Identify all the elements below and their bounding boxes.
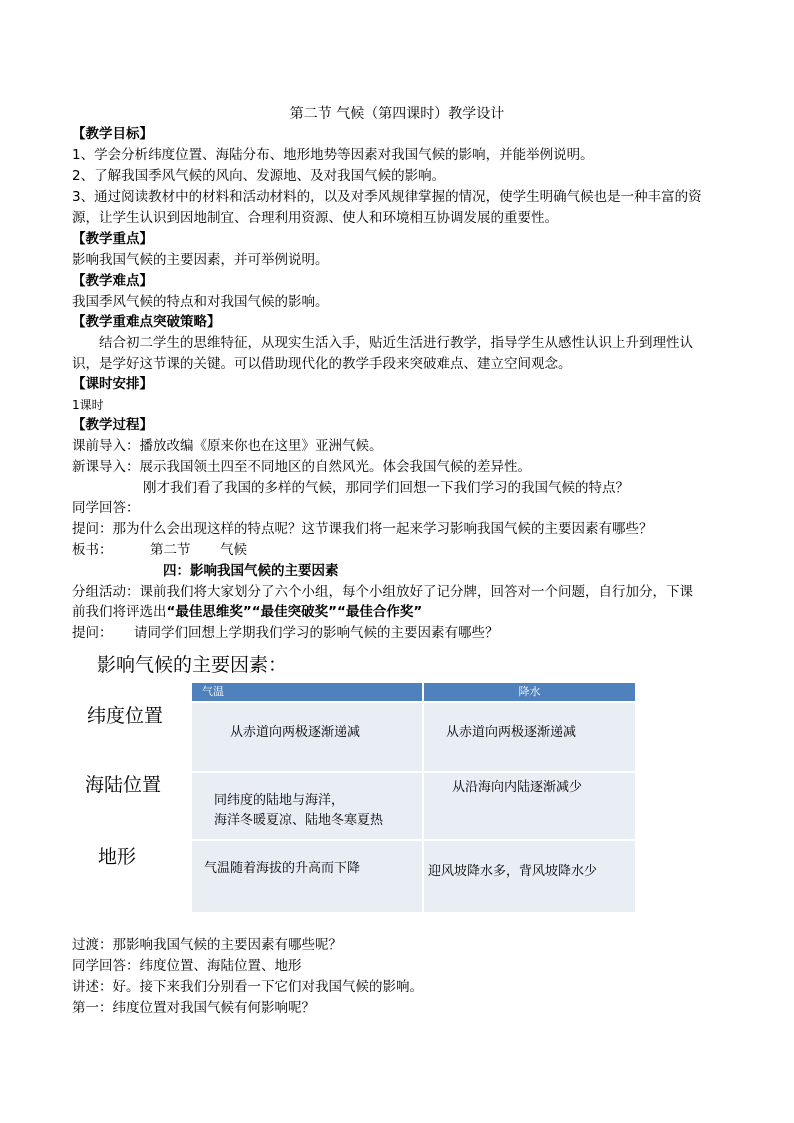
heading-schedule: 【课时安排】 [72,376,153,392]
factor-table [82,683,635,912]
schedule-text: 1课时 [72,398,104,412]
goal-item-1: 1、学会分析纬度位置、海陆分布、地形地势等因素对我国气候的影响，并能举例说明。 [72,147,594,163]
strategy-line-1: 结合初二学生的思维特征，从现实生活入手，贴近生活进行教学，指导学生从感性认识上升到理性认 [99,335,693,351]
award-names: “最佳思维奖”“最佳突破奖”“最佳合作奖” [166,604,423,620]
cell-terrain-precipitation: 迎风坡降水多，背风坡降水少 [424,841,635,912]
process-group-activity-2 [72,602,422,622]
land-sea-temperature-line-2: 海洋冬暖夏凉、陆地冬寒夏热 [214,813,384,828]
row-label-land-sea: 海陆位置 [85,774,162,796]
document-title: 第二节 气候（第四课时）教学设计 [289,106,505,122]
process-new-lesson: 新课导入：展示我国领土四至不同地区的自然风光。体会我国气候的差异性。 [72,459,531,475]
group-activity-prefix: 前我们将评选出 [72,604,167,620]
heading-key-points: 【教学重点】 [72,231,153,247]
row-label-latitude: 纬度位置 [87,705,164,727]
process-student-answer: 同学回答： [72,500,140,516]
cell-land-sea-temperature [192,773,422,839]
process-board-section: 第二节 [150,542,191,558]
cell-latitude-temperature: 从赤道向两极逐渐递减 [192,703,422,771]
heading-process: 【教学过程】 [72,417,153,433]
strategy-line-2: 识，是学好这节课的关键。可以借助现代化的教学手段来突破难点、建立空间观念。 [72,356,572,372]
key-points-text: 影响我国气候的主要因素，并可举例说明。 [72,252,329,268]
process-question: 刚才我们看了我国的多样的气候，那同学们回想一下我们学习的我国气候的特点？ [143,480,629,496]
student-answer-factors: 同学回答：纬度位置、海陆位置、地形 [72,958,302,974]
process-intro: 课前导入：播放改编《原来你也在这里》亚洲气候。 [72,438,383,454]
goal-item-2: 2、了解我国季风气候的风向、发源地、及对我国气候的影响。 [72,168,446,184]
goal-item-3-line-2: 源，让学生认识到因地制宜、合理利用资源、使人和环境相互协调发展的重要性。 [72,210,558,226]
process-ask-text: 请同学们回想上学期我们学习的影响气候的主要因素有哪些？ [134,625,499,641]
header-precipitation: 降水 [424,683,635,701]
narration-text: 讲述：好。接下来我们分别看一下它们对我国气候的影响。 [72,979,423,995]
first-point-question: 第一：纬度位置对我国气候有何影响呢？ [72,1000,315,1016]
cell-terrain-temperature: 气温随着海拔的升高而下降 [192,841,422,912]
header-temperature: 气温 [192,683,422,701]
process-group-activity-1: 分组活动：课前我们将大家划分了六个小组，每个小组放好了记分牌，回答对一个问题，自行加分，下课 [72,584,693,600]
heading-teaching-goals: 【教学目标】 [72,126,153,142]
cell-latitude-precipitation: 从赤道向两极逐渐递减 [424,703,635,771]
cell-land-sea-precipitation: 从沿海向内陆逐渐减少 [424,773,635,839]
row-label-terrain: 地形 [98,846,137,868]
factor-table-title: 影响气候的主要因素： [97,654,288,676]
difficulties-text: 我国季风气候的特点和对我国气候的影响。 [72,294,329,310]
transition-text: 过渡：那影响我国气候的主要因素有哪些呢？ [72,937,342,953]
process-board-topic: 气候 [220,542,247,558]
heading-strategy: 【教学重难点突破策略】 [72,314,221,330]
land-sea-temperature-line-1: 同纬度的陆地与海洋， [214,793,345,808]
process-ask-label: 提问： [72,625,113,641]
process-ask: 提问：那为什么会出现这样的特点呢？这节课我们将一起来学习影响我国气候的主要因素有哪些？ [72,521,653,537]
process-subheading: 四：影响我国气候的主要因素 [163,563,339,579]
heading-difficulties: 【教学难点】 [72,273,153,289]
process-board-label: 板书： [72,542,113,558]
goal-item-3-line-1: 3、通过阅读教材中的材料和活动材料的，以及对季风规律掌握的情况，使学生明确气候也是一种丰富的资 [72,189,702,205]
